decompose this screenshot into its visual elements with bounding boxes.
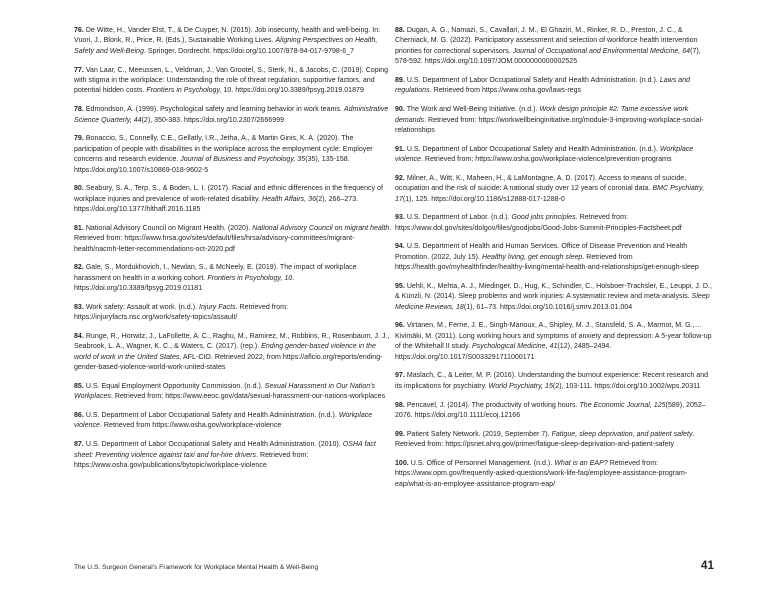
reference-text: Dugan, A. G., Namazi, S., Cavallari, J. M., El Ghaziri, M., Rinker, R. D., Preston, J. C., & Cherniack, M. G. (2022). Participatory assessment and selection of workforce health intervention priorities for correctional supervisors. Journal of Occupational and Environmental Medicine, 64(7), 578-592. https://doi.org/10.1097/JOM.0000000000002525 [395,27,701,66]
reference-entry [395,26,714,68]
reference-text: Patient Safety Network. (2019, September 7). Fatigue, sleep deprivation, and patient safety. Retrieved from: https://psnet.ahrq.gov/primer/fatigue-sleep-deprivation-and-patient-safety [395,430,695,449]
reference-columns [74,26,714,542]
reference-number: 88. [395,27,405,34]
reference-number: 93. [395,214,405,222]
reference-number: 76. [74,27,84,34]
reference-text: U.S. Department of Labor Occupational Safety and Health Administration. (n.d.). Laws and regulations. Retrieved from https://www.osha.gov/laws-regs [395,77,691,95]
reference-text: Bonaccio, S., Connelly, C.E., Gellatly, I.R., Jetha, A., & Martin Ginis, K. A. (2020). The participation of people with disabilities in the workplace across the employment cycle: Employer concerns and research evidence. Journal of Business and Psychology, 35(35), 135-158. https://doi.org/10.1007/s10869-018-9602-5 [74,135,373,174]
reference-column-left [74,26,393,471]
reference-number: 86. [74,412,84,420]
reference-text: U.S. Department of Labor Occupational Safety and Health Administration. (2010). OSHA fact sheet: Preventing violence against taxi and for-hire drivers. Retrieved from: https://www.osha.gov/publications/bytopic/workplace-violence [74,441,376,470]
reference-entry [395,401,714,422]
reference-number: 97. [395,372,405,380]
reference-entry [395,321,714,363]
reference-entry [74,224,393,255]
reference-text: Gale, S., Mordukhovich, I., Newlan, S., & McNeely, E. (2019). The impact of workplace harassment on health in a working cohort. Frontiers in Psychology, 10. https://doi.org/10.3389/fpsyg.2019.01181 [74,264,357,293]
reference-text: Van Laar, C., Meeussen, L., Veldman, J., Van Grootel, S., Sterk, N., & Jacobs, C. (2019). Coping with stigma in the workplace: Understanding the role of threat regulation, supportive factors, and potential hidden costs. Frontiers in Psychology, 10. https://doi.org/10.3389/fpsyg.2019.01879 [74,66,389,95]
reference-entry [74,303,393,324]
reference-number: 94. [395,243,405,251]
reference-entry [74,263,393,294]
reference-text: National Advisory Council on Migrant Health. (2020). National Advisory Council on migrant health. Retrieved from: https://www.hrsa.gov/sites/default/files/hrsa/advisory-committees/migrant-health/nacmh-letter-recommendations-oct-2020.pdf [74,224,392,253]
reference-entry [395,174,714,205]
reference-entry [395,105,714,136]
reference-number: 81. [74,224,84,232]
reference-column-right [395,26,714,490]
reference-text: U.S. Department of Labor. (n.d.). Good jobs principles. Retrieved from: https://www.dol.gov/sites/dolgov/files/goodjobs/Good-Jobs-Summit-Principles-Factsheet.pdf [395,214,682,232]
reference-text: Uehli, K., Mehta, A. J., Miedinger, D., Hug, K., Schindler, C., Holsboer-Trachsler, E., Leuppi, J. D., & Künzli, N. (2014). Sleep problems and work injuries: A systematic review and meta-analysis. Sleep Medicine Reviews, 18(1), 61–73. https://doi.org/10.1016/j.smrv.2013.01.004 [395,282,712,311]
footer-document-title: The U.S. Surgeon General's Framework for Workplace Mental Health & Well-Being [74,564,319,571]
reference-number: 79. [74,135,84,143]
reference-number: 99. [395,430,405,438]
reference-text: U.S. Office of Personnel Management. (n.d.). What is an EAP? Retrieved from: https://www.opm.gov/frequently-asked-questions/work-life-faq/employee-assistance-program-eap/what-is-an-employee-assistance-program-eap/ [395,459,688,488]
reference-text: Seabury, S. A., Terp, S., & Boden, L. I. (2017). Racial and ethnic differences in the frequency of workplace injuries and prevalence of work-related disability. Health Affairs, 36(2), 266–273. https://doi.org/10.1377/hlthaff.2016.1185 [74,185,383,214]
reference-entry [74,382,393,403]
reference-text: U.S. Department of Labor Occupational Safety and Health Administration. (n.d.). Workplace violence. Retrieved from https://www.osha.gov/workplace-violence [74,412,373,430]
reference-number: 77. [74,66,84,74]
reference-text: Pencavel, J. (2014). The productivity of working hours. The Economic Journal, 125(589), 2052–2076. https://doi.org/10.1111/ecoj.12166 [395,401,706,420]
reference-entry [395,76,714,97]
reference-number: 78. [74,106,84,114]
reference-number: 85. [74,382,84,390]
reference-number: 87. [74,441,84,449]
reference-number: 95. [395,282,405,290]
footer-page-number: 41 [700,560,714,572]
reference-entry [395,371,714,392]
reference-text: Edmondson, A. (1999). Psychological safety and learning behavior in work teams. Administrative Science Quarterly, 44(2), 350-383. https://doi.org/10.2307/2666999 [74,106,389,124]
reference-number: 96. [395,322,405,330]
reference-entry [74,440,393,471]
reference-number: 98. [395,401,405,409]
reference-text: Maslach, C., & Leiter, M. P. (2016). Understanding the burnout experience: Recent research and its implications for psychiatry. World Psychiatry, 15(2), 103-111. https://doi.org/10.1002/wps.20311 [395,372,709,390]
reference-text: Work safety: Assault at work. (n.d.). Injury Facts. Retrieved from: https://injuryfacts.nsc.org/work/safety-topics/assault/ [74,303,288,322]
reference-entry [74,134,393,176]
reference-entry [74,184,393,215]
reference-text: U.S. Department of Health and Human Services. Office of Disease Prevention and Health Promotion. (2022, July 15). Healthy living, get enough sleep. Retrieved from https://health.gov/myhealthfinder/healthy-living/mental-health-and-relationships/get-enough-sleep [395,243,699,272]
reference-number: 92. [395,174,405,182]
reference-entry [74,332,393,374]
reference-number: 83. [74,303,84,311]
reference-number: 90. [395,106,405,114]
reference-entry [395,282,714,313]
reference-number: 89. [395,77,405,84]
reference-text: U.S. Equal Employment Opportunity Commission. (n.d.). Sexual Harassment in Our Nation's Workplaces. Retrieved from: https://www.eeoc.gov/data/sexual-harassment-our-nations-workplaces [74,382,386,401]
reference-number: 100. [395,459,409,467]
reference-entry [395,430,714,451]
page-footer [74,560,714,574]
reference-entry [395,213,714,234]
reference-text: The Work and Well-Being Initiative. (n.d.). Work design principle #2: Tame excessive work demands. Retrieved from: https://workwellbeinginitiative.org/module-3-improving-workplace-social-relationships [395,106,704,134]
reference-text: Virtanen, M., Ferrie, J. E., Singh-Manoux, A., Shipley, M. J., Stansfeld, S. A., Marmot, M. G.,… Kivimäki, M. (2011). Long working hours and symptoms of anxiety and depression: A 5-year follow-up of the Whitehall II study. Psychological Medicine, 41(12), 2485–2494. https://doi.org/10.1017/S0033291711000171 [395,322,712,361]
reference-entry [395,145,714,166]
reference-entry [74,105,393,126]
reference-text: De Witte, H., Vander Elst, T., & De Cuyper, N. (2015). Job insecurity, health and well-being. In: Vuori, J., Blonk, R., Price, R. (Eds.), Sustainable Working Lives. Aligning Perspectives on Health, Safety and Well-Being. Springer, Dordrecht. https://doi.org/10.1007/978-94-017-9798-6_7 [74,27,381,55]
reference-text: Runge, R., Horwitz, J., LaFollette, A. C., Raghu, M., Ramirez, M., Robbins, R., Rosenbaum, J. J., Seabrook, L. A., Wagner, K. C., & Waters, C. (2017). (rep.). Ending gender-based violence in the world of work in the United States. AFL-CIO. Retrieved 2022, from https://aflcio.org/reports/ending-gender-based-violence-world-work-united-states [74,332,390,372]
reference-number: 82. [74,264,84,272]
reference-number: 91. [395,145,405,153]
reference-entry [395,242,714,273]
reference-entry [74,26,393,57]
reference-entry [74,411,393,432]
reference-entry [74,66,393,97]
reference-text: Milner, A., Witt, K., Maheen, H., & LaMontagne, A. D. (2017). Access to means of suicide, occupation and the risk of suicide: A national study over 12 years of coronial data. BMC Psychiatry, 17(1), 125. https://doi.org/10.1186/s12888-017-1288-0 [395,174,705,203]
reference-number: 80. [74,185,84,193]
reference-text: U.S. Department of Labor Occupational Safety and Health Administration. (n.d.). Workplace violence. Retrieved from: https://www.osha.gov/workplace-violence/prevention-programs [395,145,694,164]
reference-number: 84. [74,332,84,340]
reference-entry [395,459,714,490]
